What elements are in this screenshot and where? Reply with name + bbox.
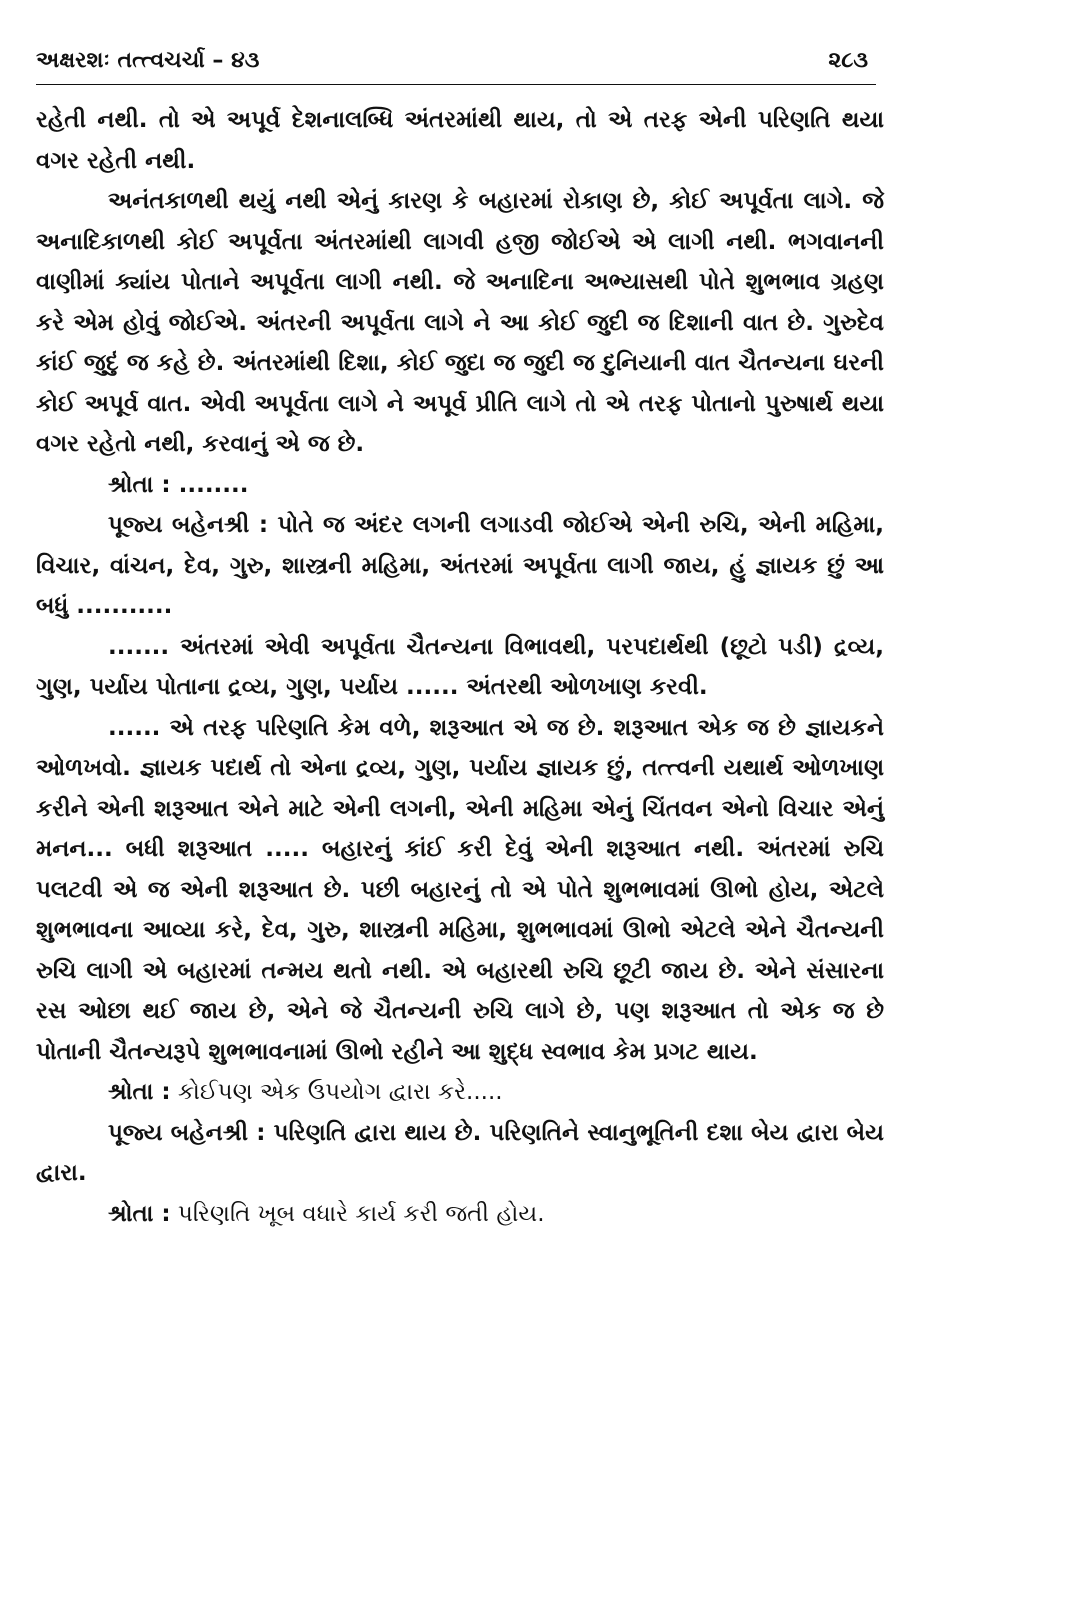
page-number: ૨૮૩ bbox=[828, 48, 868, 73]
dialogue-text: પરિણતિ ખૂબ વધારે કાર્ય કરી જતી હોય. bbox=[170, 1200, 545, 1227]
dialogue-text: કોઈપણ એક ઉપયોગ દ્વારા કરે..... bbox=[170, 1079, 503, 1105]
dialogue-text: પોતે જ અંદર લગની લગાડવી જોઈએ એની રુચિ, એની મહિમા, વિચાર, વાંચન, દેવ, ગુરુ, શાસ્ત્રની મહિમા, અંતરમાં અપૂર્વતા લાગી જાય, હું જ્ઞાયક છું આ બધું ........... bbox=[36, 512, 884, 619]
dialogue-bahenshri-2 bbox=[36, 1113, 884, 1194]
running-title: અક્ષરશઃ તત્ત્વચર્ચા – ૪૩ bbox=[36, 48, 260, 73]
dialogue-text: પરિણતિ દ્વારા થાય છે. પરિણતિને સ્વાનુભૂતિની દશા બેય દ્વારા બેય દ્વારા. bbox=[36, 1119, 884, 1186]
speaker-label: પૂજ્ય બહેનશ્રી : bbox=[108, 512, 269, 538]
paragraph-5: ....... અંતરમાં એવી અપૂર્વતા ચૈતન્યના વિભાવથી, પરપદાર્થથી (છૂટો પડી) દ્રવ્ય, ગુણ, પર્યાય પોતાના દ્રવ્ય, ગુણ, પર્યાય ...... અંતરથી ઓળખાણ કરવી. bbox=[36, 633, 884, 700]
speaker-label: પૂજ્ય બહેનશ્રી : bbox=[108, 1119, 266, 1146]
dialogue-bahenshri-1 bbox=[36, 505, 884, 627]
paragraph-6: ...... એ તરફ પરિણતિ કેમ વળે, શરૂઆત એ જ છે. શરૂઆત એક જ છે જ્ઞાયકને ઓળખવો. જ્ઞાયક પદાર્થ તો એના દ્રવ્ય, ગુણ, પર્યાય જ્ઞાયક છું, તત્ત્વની યથાર્થ ઓળખાણ કરીને એની શરૂઆત એને માટે એની લગની, એની મહિમા એનું ચિંતવન એનો વિચાર એનું મનન... બધી શરૂઆત ..... બહારનું કાંઈ કરી દેવું એની શરૂઆત નથી. અંતરમાં રુચિ પલટવી એ જ એની શરૂઆત છે. પછી બહારનું તો એ પોતે શુભભાવમાં ઊભો હોય, એટલે શુભભાવના આવ્યા કરે, દેવ, ગુરુ, શાસ્ત્રની મહિમા, શુભભાવમાં ઊભો એટલે એને ચૈતન્યની રુચિ લાગી એ બહારમાં તન્મય થતો નથી. એ બહારથી રુચિ છૂટી જાય છે. એને સંસારના રસ ઓછા થઈ જાય છે, એને જે ચૈતન્યની રુચિ લાગે છે, પણ શરૂઆત તો એક જ છે પોતાની ચૈતન્યરૂપે શુભભાવનામાં ઊભો રહીને આ શુદ્ધ સ્વભાવ કેમ પ્રગટ થાય. bbox=[36, 714, 884, 1065]
speaker-label: શ્રોતા : bbox=[108, 1200, 171, 1227]
speaker-label: શ્રોતા : bbox=[108, 471, 171, 498]
dialogue-listener-2 bbox=[36, 1072, 884, 1113]
page-header bbox=[36, 44, 876, 85]
paragraph-1: રહેતી નથી. તો એ અપૂર્વ દેશનાલબ્ધિ અંતરમાંથી થાય, તો એ તરફ એની પરિણતિ થયા વગર રહેતી નથી. bbox=[36, 107, 884, 174]
dialogue-listener-1 bbox=[36, 465, 884, 506]
dialogue-text: ........ bbox=[170, 471, 249, 498]
dialogue-listener-3 bbox=[36, 1194, 884, 1235]
paragraph-2: અનંતકાળથી થયું નથી એનું કારણ કે બહારમાં રોકાણ છે, કોઈ અપૂર્વતા લાગે. જે અનાદિકાળથી કોઈ અપૂર્વતા અંતરમાંથી લાગવી હજી જોઈએ એ લાગી નથી. ભગવાનની વાણીમાં ક્યાંય પોતાને અપૂર્વતા લાગી નથી. જે અનાદિના અભ્યાસથી પોતે શુભભાવ ગ્રહણ કરે એમ હોવું જોઈએ. અંતરની અપૂર્વતા લાગે ને આ કોઈ જુદી જ દિશાની વાત છે. ગુરુદેવ કાંઈ જુદું જ કહે છે. અંતરમાંથી દિશા, કોઈ જુદા જ જુદી જ દુનિયાની વાત ચૈતન્યના ઘરની કોઈ અપૂર્વ વાત. એવી અપૂર્વતા લાગે ને અપૂર્વ પ્રીતિ લાગે તો એ તરફ પોતાનો પુરુષાર્થ થયા વગર રહેતો નથી, કરવાનું એ જ છે. bbox=[36, 188, 884, 457]
page-body bbox=[36, 100, 884, 1234]
speaker-label: શ્રોતા : bbox=[108, 1079, 171, 1105]
